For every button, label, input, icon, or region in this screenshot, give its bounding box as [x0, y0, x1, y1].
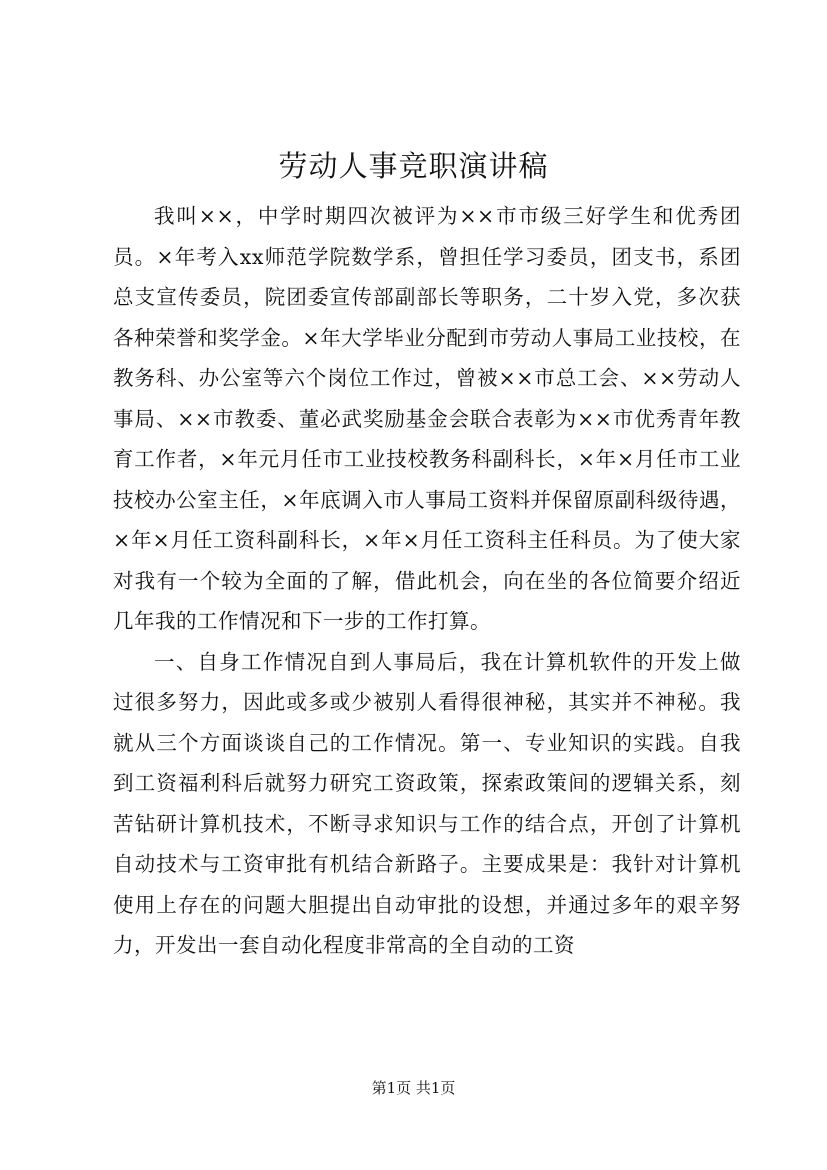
document-body	[113, 196, 741, 966]
document-title: 劳动人事竞职演讲稿	[278, 149, 549, 183]
paragraph-2: 一、自身工作情况自到人事局后，我在计算机软件的开发上做过很多努力，因此或多或少被别人看得很神秘，其实并不神秘。我就从三个方面谈谈自己的工作情况。第一、专业知识的实践。自我到工资福利科后就努力研究工资政策，探索政策间的逻辑关系，刻苦钻研计算机技术，不断寻求知识与工作的结合点，开创了计算机自动技术与工资审批有机结合新路子。主要成果是：我针对计算机使用上存在的问题大胆提出自动审批的设想，并通过多年的艰辛努力，开发出一套自动化程度非常高的全自动的工资	[113, 649, 741, 957]
paragraph-1: 我叫××，中学时期四次被评为××市市级三好学生和优秀团员。×年考入xx师范学院数学系，曾担任学习委员，团支书，系团总支宣传委员，院团委宣传部副部长等职务，二十岁入党，多次获各种荣誉和奖学金。×年大学毕业分配到市劳动人事局工业技校，在教务科、办公室等六个岗位工作过，曾被××市总工会、××劳动人事局、××市教委、董必武奖励基金会联合表彰为××市优秀青年教育工作者，×年元月任市工业技校教务科副科长，×年×月任市工业技校办公室主任，×年底调入市人事局工资料并保留原副科级待遇，×年×月任工资科副科长，×年×月任工资科主任科员。为了使大家对我有一个较为全面的了解，借此机会，向在坐的各位简要介绍近几年我的工作情况和下一步的工作打算。	[113, 204, 741, 633]
page-number-footer: 第1页 共1页	[371, 1079, 456, 1097]
